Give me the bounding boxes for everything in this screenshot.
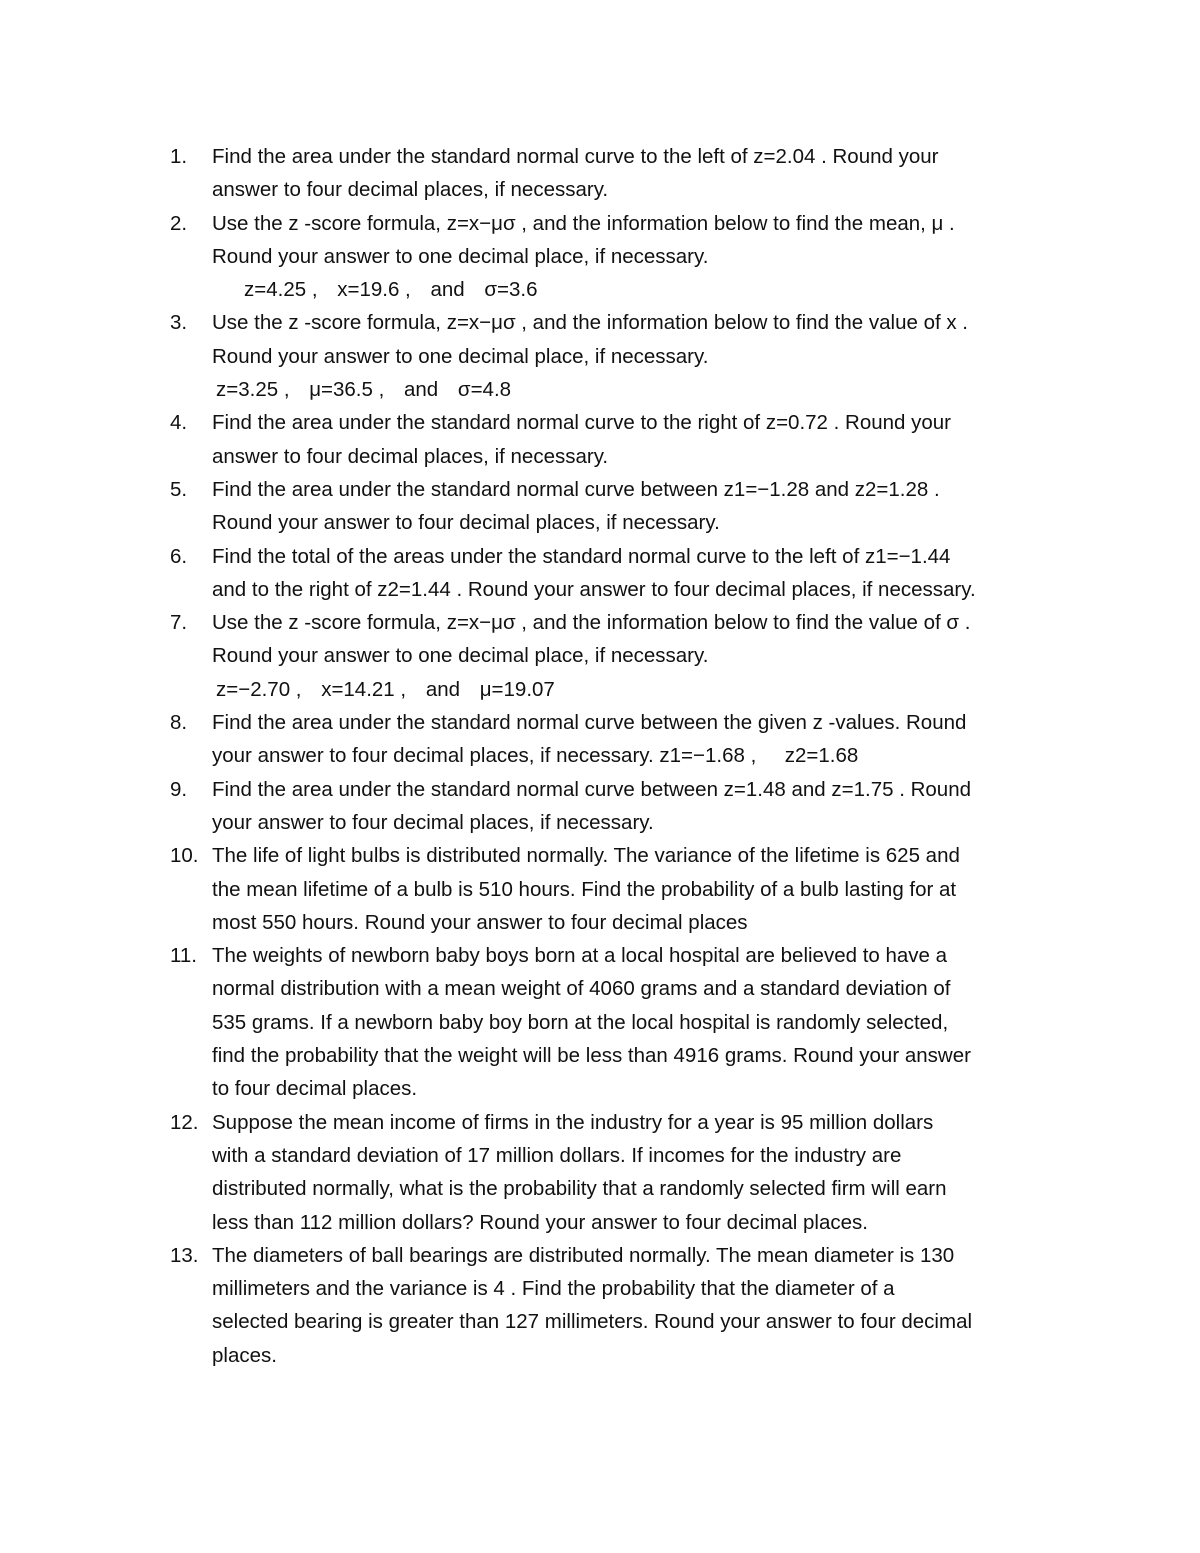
question-number: 9. (170, 777, 188, 801)
question-text-line: Find the area under the standard normal curve to the right of z=0.72 . Round your (212, 411, 952, 435)
question-text-line: Find the total of the areas under the standard normal curve to the left of z1=−1.44 (212, 544, 951, 568)
question-text-line: with a standard deviation of 17 million dollars. If incomes for the industry are (212, 1143, 902, 1167)
question-text-line: your answer to four decimal places, if necessary. z1=−1.68 , z2=1.68 (212, 744, 859, 768)
question-text-line: your answer to four decimal places, if necessary. (212, 810, 654, 834)
given-values (216, 373, 1200, 406)
question-8 (0, 706, 1200, 773)
question-number: 2. (170, 211, 188, 235)
question-text-line: The life of light bulbs is distributed normally. The variance of the lifetime is 625 and (212, 844, 960, 868)
question-number: 4. (170, 411, 188, 435)
question-text-line: Use the z -score formula, z=x−μσ , and the information below to find the mean, μ . (212, 211, 955, 235)
question-text-line: places. (212, 1343, 277, 1367)
given-value: z=−2.70 , (216, 677, 302, 701)
question-text-line: Find the area under the standard normal curve between the given z -values. Round (212, 711, 967, 735)
question-text-line: answer to four decimal places, if necessary. (212, 178, 609, 202)
question-12 (0, 1106, 1200, 1239)
question-text-line: Suppose the mean income of firms in the industry for a year is 95 million dollars (212, 1110, 934, 1134)
given-value: z=4.25 , (244, 278, 318, 302)
given-value: z=3.25 , (216, 378, 290, 402)
given-values (244, 273, 1200, 306)
question-text-line: normal distribution with a mean weight of 4060 grams and a standard deviation of (212, 977, 951, 1001)
question-10 (0, 839, 1200, 939)
question-2 (0, 207, 1200, 307)
question-text-line: most 550 hours. Round your answer to four decimal places (212, 910, 748, 934)
question-text-line: Round your answer to one decimal place, if necessary. (212, 644, 709, 668)
question-number: 11. (170, 944, 197, 968)
question-text-line: Find the area under the standard normal curve to the left of z=2.04 . Round your (212, 145, 939, 168)
question-text-line: millimeters and the variance is 4 . Find the probability that the diameter of a (212, 1277, 895, 1301)
question-text-line: the mean lifetime of a bulb is 510 hours. Find the probability of a bulb lasting for at (212, 877, 957, 901)
question-11 (0, 939, 1200, 1105)
question-3 (0, 306, 1200, 406)
question-list (0, 140, 1200, 1372)
given-values (216, 673, 1200, 706)
question-number: 3. (170, 311, 188, 335)
given-connector: and (430, 278, 465, 302)
question-text-line: The diameters of ball bearings are distributed normally. The mean diameter is 130 (212, 1243, 955, 1267)
question-text-line: Round your answer to four decimal places, if necessary. (212, 511, 720, 535)
question-number: 7. (170, 611, 188, 635)
question-text-line: distributed normally, what is the probability that a randomly selected firm will earn (212, 1177, 947, 1201)
question-number: 1. (170, 145, 188, 168)
given-value: x=14.21 , (321, 677, 407, 701)
question-5 (0, 473, 1200, 540)
question-text-line: Find the area under the standard normal curve between z1=−1.28 and z2=1.28 . (212, 477, 940, 501)
question-text-line: to four decimal places. (212, 1077, 418, 1101)
question-text-line: 535 grams. If a newborn baby boy born at the local hospital is randomly selected, (212, 1010, 949, 1034)
given-value: μ=36.5 , (309, 378, 385, 402)
question-number: 12. (170, 1110, 199, 1134)
question-text-line: The weights of newborn baby boys born at a local hospital are believed to have a (212, 944, 948, 968)
question-text-line: selected bearing is greater than 127 millimeters. Round your answer to four decimal (212, 1310, 973, 1334)
question-13 (0, 1239, 1200, 1372)
question-text-line: and to the right of z2=1.44 . Round your answer to four decimal places, if necessary. (212, 577, 976, 601)
question-text-line: less than 112 million dollars? Round your answer to four decimal places. (212, 1210, 868, 1234)
question-9 (0, 773, 1200, 840)
question-text-line: Find the area under the standard normal curve between z=1.48 and z=1.75 . Round (212, 777, 972, 801)
question-number: 8. (170, 711, 188, 735)
given-value: μ=19.07 (479, 677, 555, 701)
question-number: 10. (170, 844, 199, 868)
given-connector: and (404, 378, 439, 402)
question-1 (0, 140, 1200, 207)
question-number: 5. (170, 477, 188, 501)
question-text-line: Use the z -score formula, z=x−μσ , and the information below to find the value of x . (212, 311, 969, 335)
question-text-line: find the probability that the weight will be less than 4916 grams. Round your answer (212, 1044, 971, 1068)
question-text-line: answer to four decimal places, if necessary. (212, 444, 609, 468)
given-value: x=19.6 , (337, 278, 411, 302)
question-6 (0, 540, 1200, 607)
question-text-line: Use the z -score formula, z=x−μσ , and the information below to find the value of σ . (212, 611, 971, 635)
question-text-line: Round your answer to one decimal place, if necessary. (212, 344, 709, 368)
given-value: σ=4.8 (457, 378, 512, 402)
question-7 (0, 606, 1200, 706)
given-connector: and (425, 677, 461, 701)
question-number: 13. (170, 1243, 199, 1267)
given-value: σ=3.6 (484, 278, 538, 302)
question-number: 6. (170, 544, 188, 568)
question-text-line: Round your answer to one decimal place, if necessary. (212, 244, 709, 268)
question-4 (0, 406, 1200, 473)
